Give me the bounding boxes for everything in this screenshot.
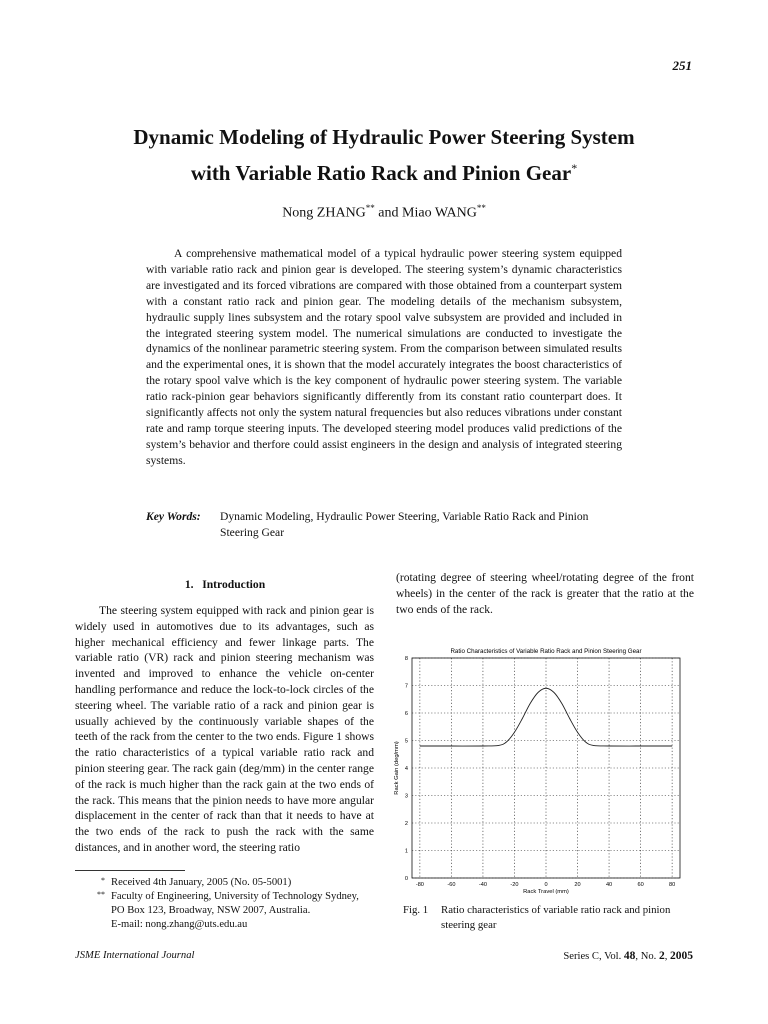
y-tick-label: 1: [404, 848, 408, 855]
footnote-affiliation: [75, 890, 375, 918]
keywords: [146, 509, 626, 541]
footer-year: 2005: [670, 950, 693, 962]
footnotes: [75, 876, 375, 932]
intro-paragraph: The steering system equipped with rack and pinion gear is widely used in automotives due to its advantages, such as higher mechanical efficiency and fewer linkage parts. The variable ratio (VR) rack and pinion steering mechanism was invented and improved to enhance the vehicle on-center handling performance and reduce the lock-to-lock circles of the steering wheel. The variable ratio of a rack and pinion gear is usually achieved by the continuously variable shapes of the teeth of the rack from the center to the two ends. Figure 1 shows the ratio characteristics of a typical variable ratio rack and pinion steering gear. The rack gain (deg/mm) in the center range of the rack is much higher than the rack gain at the two ends of the rack. This means that the pinion needs to have more angular displacement in the center of rack than that it needs to have at the two ends of the rack to push the rack with the same distances, and in another word, the steering ratio: [75, 604, 374, 854]
paper-title: [60, 122, 708, 189]
y-tick-label: 0: [404, 876, 408, 882]
y-tick-label: 3: [404, 793, 408, 800]
x-tick-label: 0: [544, 882, 548, 888]
keywords-label: Key Words:: [146, 510, 201, 523]
y-tick-label: 6: [404, 711, 408, 717]
x-tick-label: 80: [669, 882, 676, 888]
footer-volume: 48: [623, 950, 636, 962]
footnote-mark: [75, 918, 111, 932]
y-tick-label: 7: [404, 683, 408, 690]
author-1: Nong ZHANG: [282, 205, 366, 221]
figure-label: Fig. 1: [403, 904, 429, 916]
footer-number: 2: [658, 950, 665, 962]
footnote-text: E-mail: nong.zhang@uts.edu.au: [111, 919, 248, 930]
figure-1-chart: [392, 640, 692, 900]
footnote-mark: **: [97, 890, 105, 899]
x-tick-label: -20: [510, 882, 519, 888]
title-footnote-mark: *: [571, 161, 578, 175]
section-heading: 1. Introduction: [184, 578, 266, 591]
figure-caption: [403, 903, 703, 932]
x-tick-label: -60: [447, 882, 456, 888]
abstract: A comprehensive mathematical model of a typical hydraulic power steering system equipped with variable ratio rack and pinion gear is developed. The steering system’s dynamic characteristics are investigated and its forced vibrations are compared with those obtained from a counterpart system with a constant ratio rack and pinion gear. The modeling details of the mechanism subsystem, hydraulic supply lines subsystem and the rotary spool valve subsystem are provided and included in the integrated steering system model. The numerical simulations are conducted to investigate the dynamics of the nonlinear parametric steering system. From the comparison between simulated results and the experimental ones, it is shown that the model accurately integrates the boost characteristics of the rotary spool valve which is the key component of hydraulic power steering system. The variable ratio rack-pinion gear behaviors significantly differently from its constant ratio counterpart does. It significantly affects not only the system natural frequencies but also reduces vibrations under constant rate and ramp torque steering inputs. The developed steering model produces valid predictions of the system’s behavior and therfore could assist engineers in the design and analysis of integrated steering systems.: [146, 247, 622, 467]
y-axis-label: Rack Gain (deg/mm): [394, 741, 400, 795]
author-2-mark: **: [476, 203, 486, 213]
author-line: [60, 203, 708, 222]
title-line-2: with Variable Ratio Rack and Pinion Gear*: [190, 161, 578, 185]
footnote-rule: [75, 870, 185, 871]
footnote-text: Faculty of Engineering, University of Technology Sydney, PO Box 123, Broadway, NSW 2007, Australia.: [111, 891, 359, 916]
figure-caption-text: Ratio characteristics of variable ratio rack and pinion steering gear: [441, 904, 671, 931]
keywords-text: Dynamic Modeling, Hydraulic Power Steering, Variable Ratio Rack and Pinion Steering Gear: [220, 510, 589, 539]
footnote-email: [75, 918, 375, 932]
author-1-mark: **: [365, 203, 375, 213]
chart-title: Ratio Characteristics of Variable Ratio Rack and Pinion Steering Gear: [450, 648, 642, 655]
intro-continuation: (rotating degree of steering wheel/rotating degree of the front wheels) in the center of the rack is greater that the ratio at the two ends of the rack.: [396, 571, 694, 616]
y-tick-label: 5: [404, 738, 408, 745]
footnote-text: Received 4th January, 2005 (No. 05-5001): [111, 877, 292, 888]
y-tick-label: 4: [404, 766, 408, 772]
footnote-received: [75, 876, 375, 890]
chart-grid: [412, 658, 680, 878]
y-tick-label: 8: [404, 656, 408, 662]
footer-series: Series C, Vol. 48, No. 2, 2005: [563, 950, 693, 962]
x-tick-label: -40: [478, 882, 487, 888]
page-number: 251: [672, 58, 692, 73]
x-tick-label: -80: [415, 882, 424, 888]
author-2: Miao WANG: [402, 205, 477, 221]
x-axis-label: Rack Travel (mm): [523, 889, 569, 895]
footer-journal: JSME International Journal: [75, 950, 195, 961]
y-tick-label: 2: [404, 821, 408, 827]
x-tick-label: 40: [605, 882, 613, 888]
author-connector: and: [374, 205, 403, 221]
footnote-mark: *: [101, 876, 105, 885]
x-tick-label: 20: [574, 882, 581, 888]
x-tick-label: 60: [637, 882, 644, 888]
title-line-1: Dynamic Modeling of Hydraulic Power Steering System: [133, 125, 635, 149]
